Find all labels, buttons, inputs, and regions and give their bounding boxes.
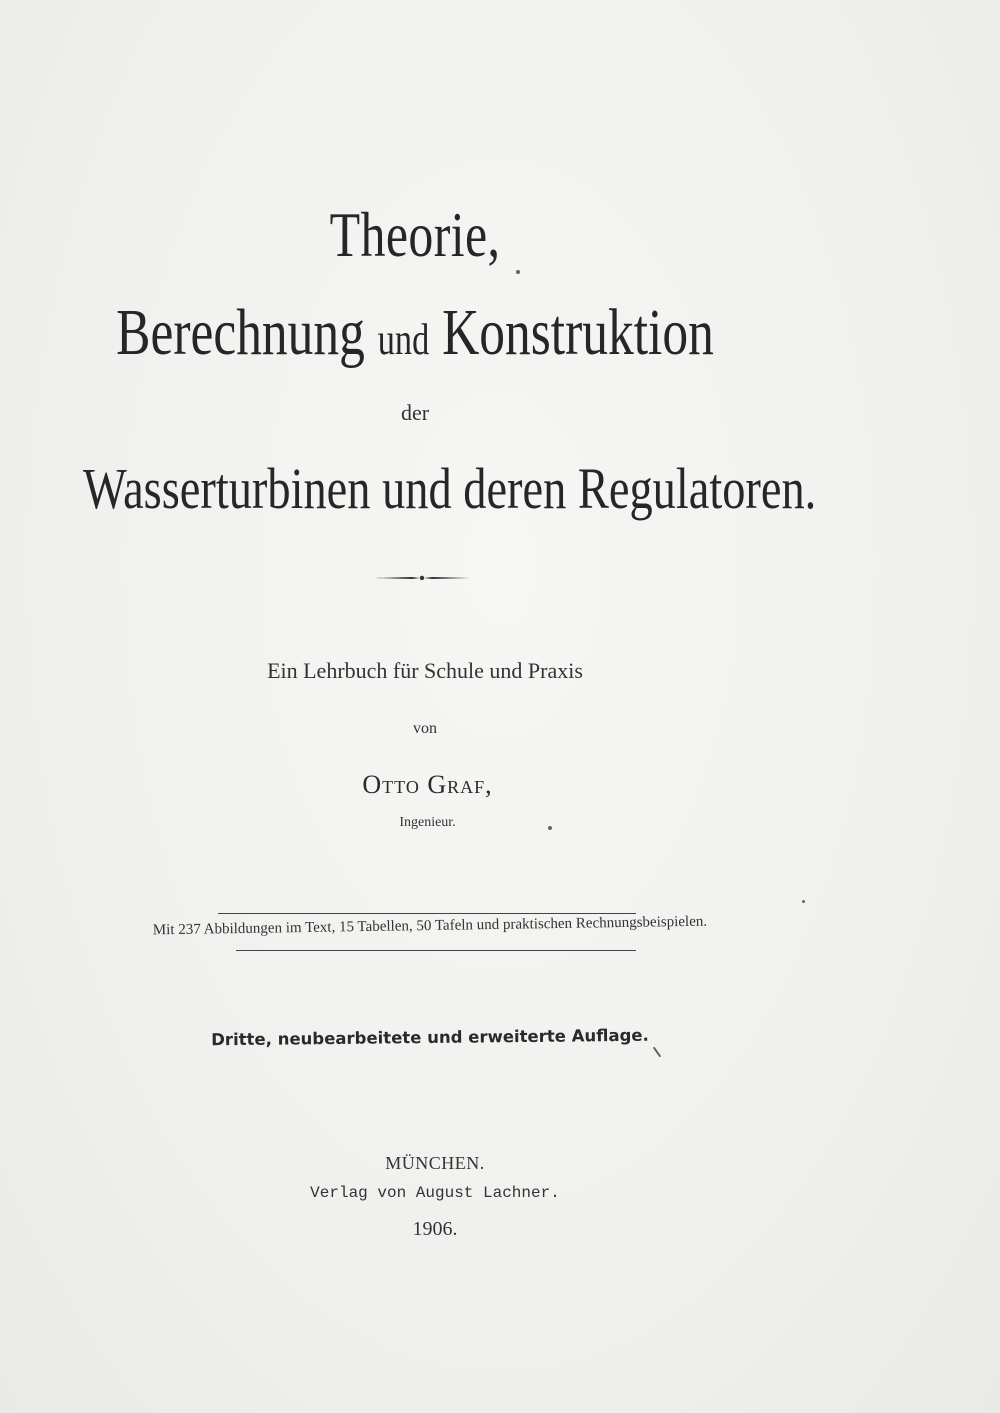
title-line-1: Theorie,	[329, 199, 501, 270]
title-connector: der	[400, 400, 430, 425]
speck	[516, 270, 520, 274]
title-line-2	[91, 295, 738, 371]
imprint-publisher: Verlag von August Lachner.	[310, 1184, 560, 1202]
title-word-und: und	[377, 315, 430, 364]
subtitle: Ein Lehrbuch für Schule und Praxis	[267, 658, 583, 683]
author-name-text: Otto Graf,	[362, 770, 493, 799]
author-profession: Ingenieur.	[399, 815, 456, 830]
author-name	[0, 770, 855, 800]
rule-bottom	[236, 950, 636, 951]
edition-statement: Dritte, neubearbeitete und erweiterte Auflage.	[211, 1025, 649, 1050]
speck	[653, 1047, 662, 1058]
ornament-divider-icon	[372, 571, 472, 585]
imprint-city: MÜNCHEN.	[385, 1153, 485, 1173]
title-word-konstruktion: Konstruktion	[442, 296, 714, 369]
speck	[802, 900, 805, 903]
imprint-year: 1906.	[412, 1218, 458, 1240]
rule-top	[218, 913, 636, 914]
by-line: von	[413, 720, 437, 737]
speck	[548, 826, 552, 830]
title-line-3: Wasserturbinen und deren Regulatoren.	[83, 456, 817, 521]
illustrations-note: Mit 237 Abbildungen im Text, 15 Tabellen, 50 Tafeln und praktischen Rechnungsbeispielen.	[152, 913, 708, 939]
title-word-berechnung: Berechnung	[116, 296, 365, 369]
